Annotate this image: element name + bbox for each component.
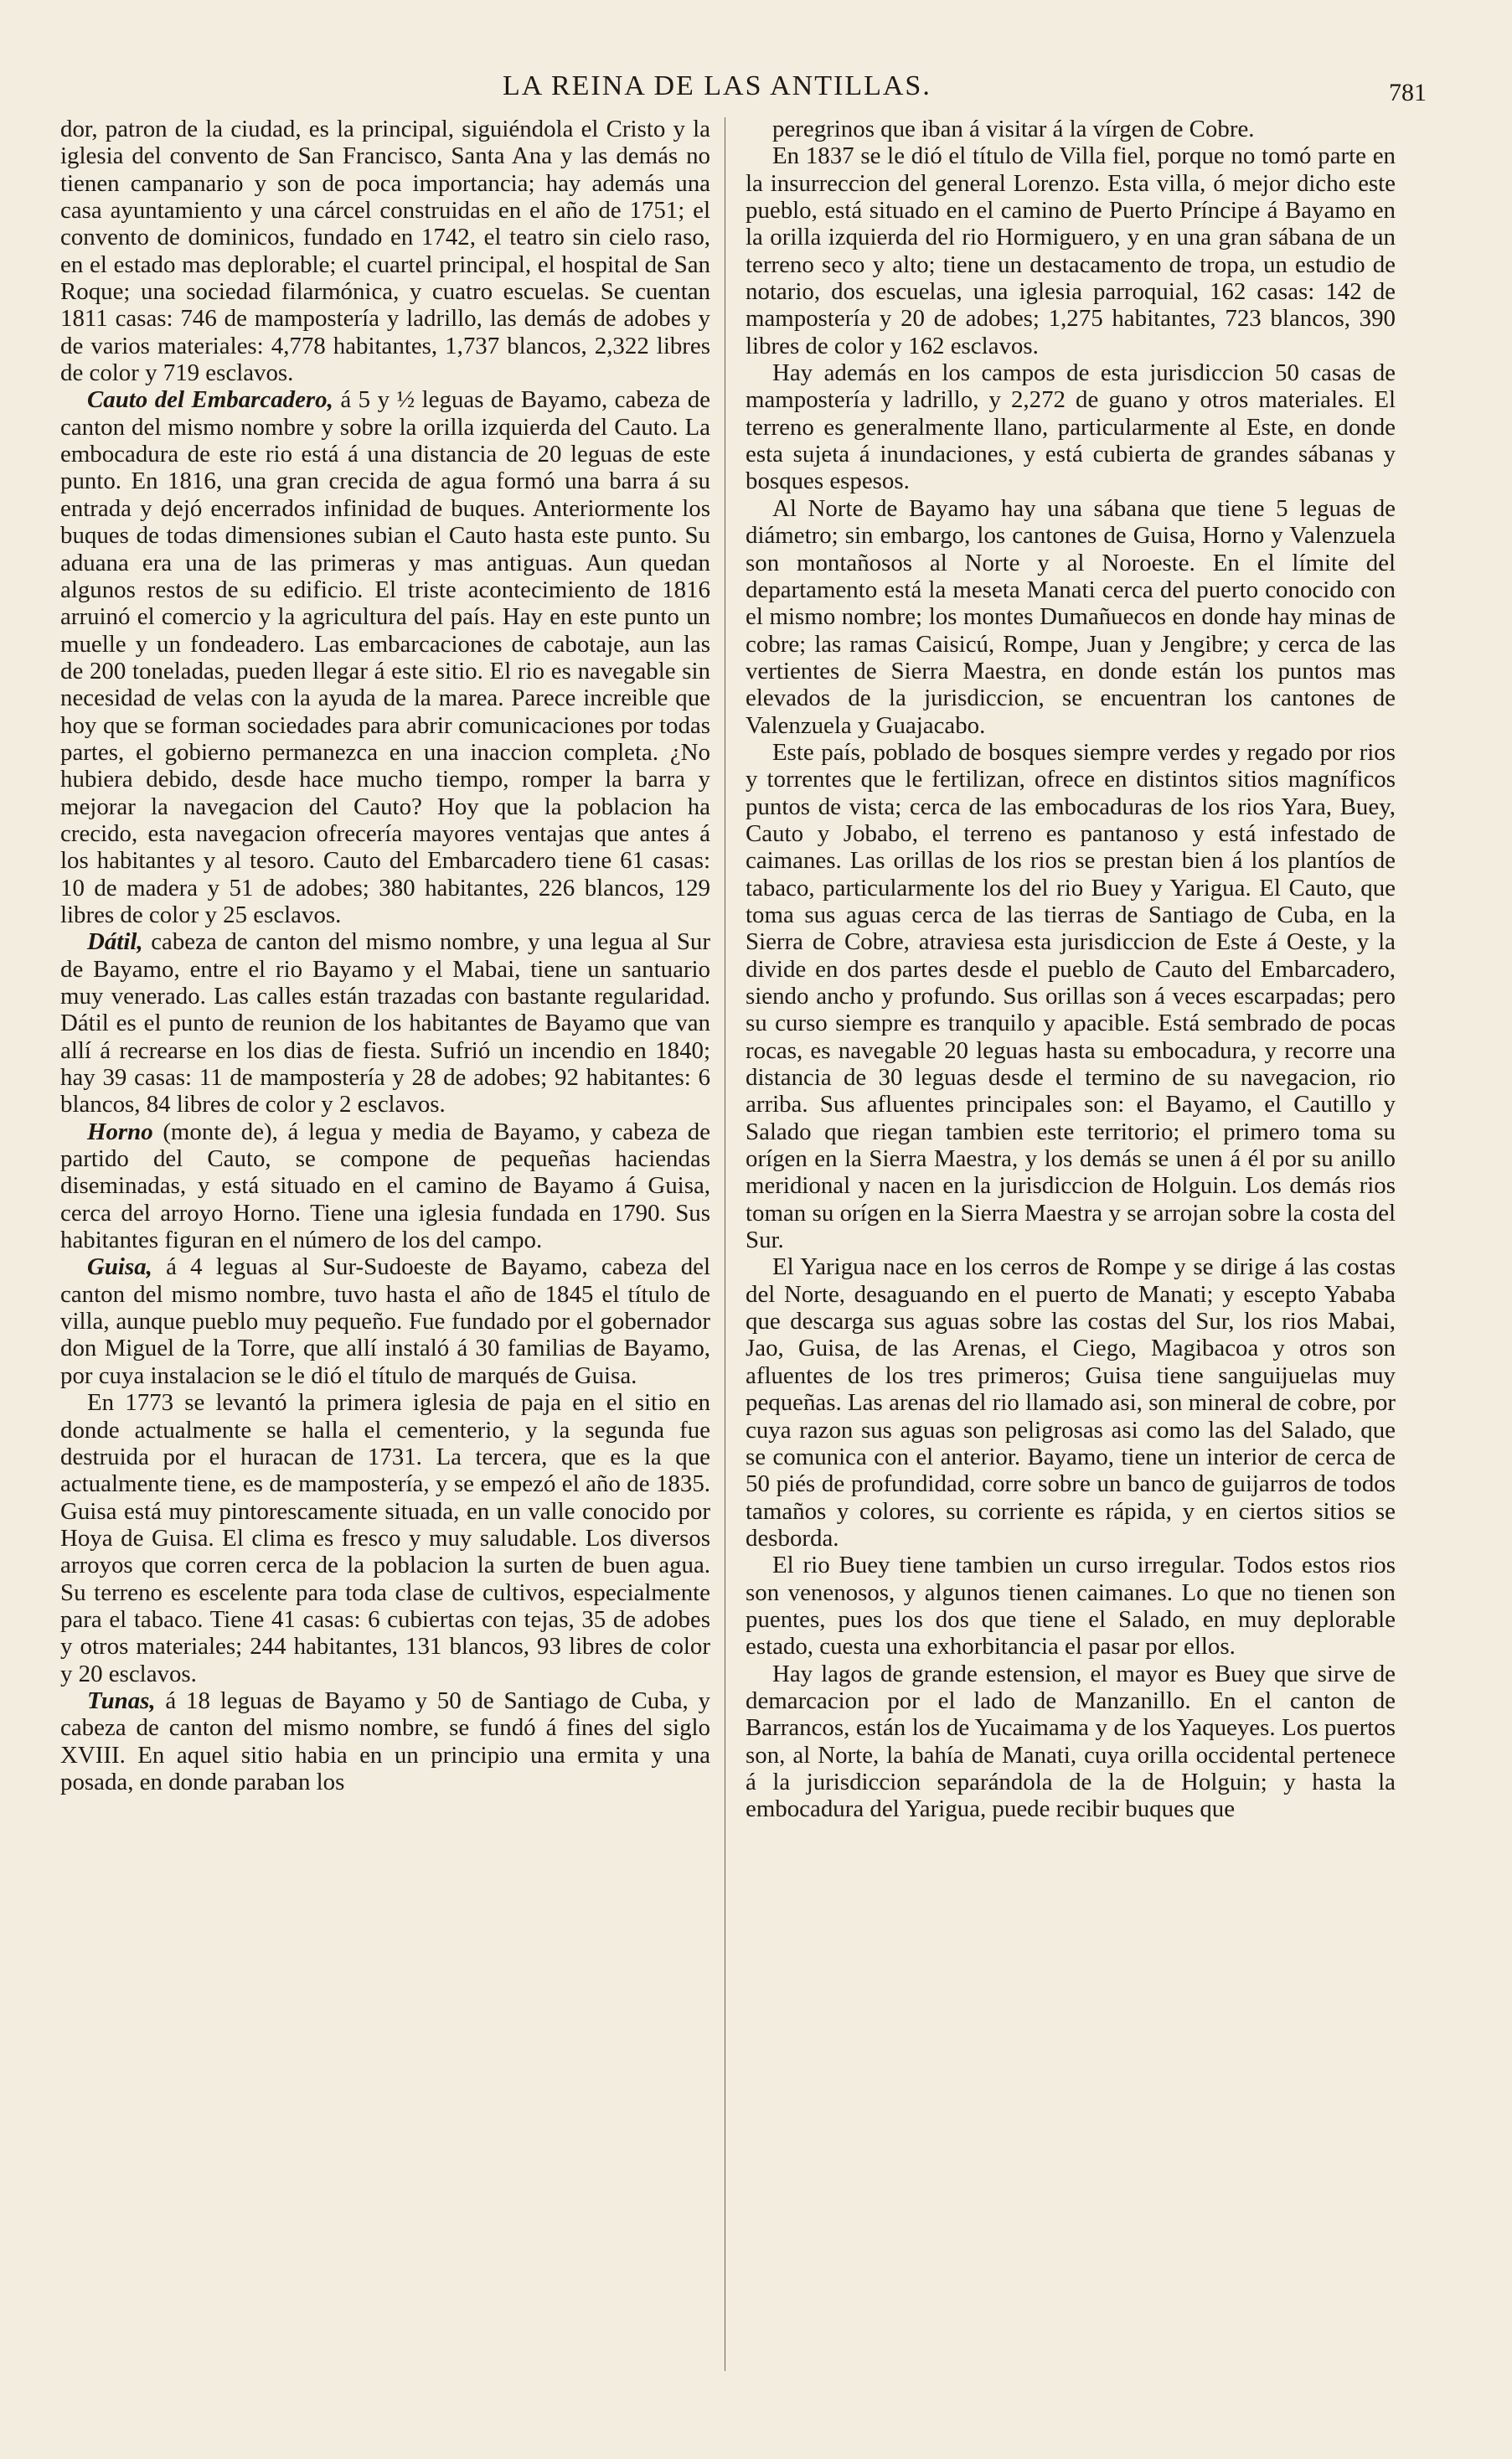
paragraph-text: Este país, poblado de bosques siempre verdes y regado por rios y torrentes que le fertilizan, ofrece en distintos sitios magníficos puntos de vista; cerca de las embocaduras de los rios Yara, Buey, Cauto y Jobabo, el terreno es pantanoso y está infestado de caimanes. Las orillas de los rios se prestan bien á los plantíos de tabaco, particularmente los del rio Buey y Yarigua. El Cauto, que toma sus aguas cerca de las tierras de Santiago de Cuba, en la Sierra de Cobre, atraviesa esta jurisdiccion de Este á Oeste, y la divide en dos partes desde el pueblo de Cauto del Embarcadero, siendo ancho y profundo. Sus orillas son á veces escarpadas; pero su curso siempre es tranquilo y apacible. Está sembrado de pocas rocas, es navegable 20 leguas hasta su embocadura, y recorre una distancia de 30 leguas desde el termino de su navegacion, rio arriba. Sus afluentes principales son: el Bayamo, el Cautillo y Salado que riegan tambien este territorio; el primero toma su orígen en la Sierra Maestra, y los demás se unen á él por su anillo meridional y nacen en la jurisdiccion de Holguin. Los demás rios toman su orígen en la Sierra Maestra y se arrojan sobre la costa del Sur. (746, 738, 1396, 1254)
paragraph (746, 1253, 1396, 1552)
entry-heading: Cauto del Embarcadero, (87, 386, 333, 414)
running-header (0, 70, 1512, 112)
paragraph (60, 386, 710, 928)
paragraph (746, 739, 1396, 1254)
paragraph-text: á 4 leguas al Sur-Sudoeste de Bayamo, cabeza del canton del mismo nombre, tuvo hasta el año de 1845 el título de villa, aunque pueblo muy pequeño. Fue fundado por el gobernador don Miguel de la Torre, que allí instaló á 30 familias de Bayamo, por cuya instalacion se le dió el título de marqués de Guisa. (60, 1253, 710, 1389)
left-column (60, 116, 710, 1795)
paragraph (60, 116, 710, 386)
paragraph-text: En 1773 se levantó la primera iglesia de paja en el sitio en donde actualmente se halla el cementerio, y la segunda fue destruida por el huracan de 1731. La tercera, que es la que actualmente tiene, es de mampostería, y se empezó el año de 1835. Guisa está muy pintorescamente situada, en un valle conocido por Hoya de Guisa. El clima es fresco y muy saludable. Los diversos arroyos que corren cerca de la poblacion la surten de buen agua. Su terreno es escelente para toda clase de cultivos, especialmente para el tabaco. Tiene 41 casas: 6 cubiertas con tejas, 35 de adobes y otros materiales; 244 habitantes, 131 blancos, 93 libres de color y 20 esclavos. (60, 1389, 710, 1687)
paragraph (746, 359, 1396, 495)
paragraph-text: (monte de), á legua y media de Bayamo, y cabeza de partido del Cauto, se compone de pequeñas haciendas diseminadas, y está situado en el camino de Bayamo á Guisa, cerca del arroyo Horno. Tiene una iglesia fundada en 1790. Sus habitantes figuran en el número de los del campo. (60, 1118, 710, 1254)
paragraph (746, 495, 1396, 739)
paragraph-text: Al Norte de Bayamo hay una sábana que tiene 5 leguas de diámetro; sin embargo, los cantones de Guisa, Horno y Valenzuela son montañosos al Norte y al Noroeste. En el límite del departamento está la meseta Manati cerca del puerto conocido con el mismo nombre; los montes Dumañuecos en donde hay minas de cobre; las ramas Caisicú, Rompe, Juan y Jengibre; y cerca de las vertientes de Sierra Maestra, en donde están los puntos mas elevados de la jurisdiccion, se encuentran los cantones de Valenzuela y Guajacabo. (746, 494, 1396, 739)
entry-heading: Horno (87, 1118, 153, 1145)
paragraph-text: El Yarigua nace en los cerros de Rompe y se dirige á las costas del Norte, desaguando en el puerto de Manati; y escepto Yababa que descarga sus aguas sobre las costas del Sur, los rios Mabai, Jao, Guisa, de las Arenas, el Ciego, Magibacoa y otros son afluentes de los tres primeros; Guisa tiene sanguijuelas muy pequeñas. Las arenas del rio llamado asi, son mineral de cobre, por cuya razon sus aguas son peligrosas asi como las del Salado, que se comunica con el anterior. Bayamo, tiene un interior de cerca de 50 piés de profundidad, corre sobre un banco de guijarros de todos tamaños y colores, su corriente es rápida, y en ciertos sitios se desborda. (746, 1253, 1396, 1552)
right-column (746, 116, 1396, 1823)
paragraph (60, 1687, 710, 1795)
paragraph-text: á 5 y ½ leguas de Bayamo, cabeza de canton del mismo nombre y sobre la orilla izquierda del Cauto. La embocadura de este rio está á una distancia de 20 leguas de este punto. En 1816, una gran crecida de agua formó una barra á su entrada y dejó encerrados infinidad de buques. Anteriormente los buques de todas dimensiones subian el Cauto hasta este punto. Su aduana era una de las primeras y mas antiguas. Aun quedan algunos restos de su edificio. El triste acontecimiento de 1816 arruinó el comercio y la agricultura del país. Hay en este punto un muelle y un fondeadero. Las embarcaciones de cabotaje, aun las de 200 toneladas, pueden llegar á este sitio. El rio es navegable sin necesidad de velas con la ayuda de la marea. Parece increible que hoy que se forman sociedades para abrir comunicaciones por todas partes, el gobierno permanezca en una inaccion completa. ¿No hubiera debido, desde hace mucho tiempo, romper la barra y mejorar la navegacion del Cauto? Hoy que la poblacion ha crecido, esta navegacion ofrecería mayores ventajas que antes á los habitantes y al tesoro. Cauto del Embarcadero tiene 61 casas: 10 de madera y 51 de adobes; 380 habitantes, 226 blancos, 129 libres de color y 25 esclavos. (60, 386, 710, 928)
paragraph (746, 1661, 1396, 1823)
paragraph-text: dor, patron de la ciudad, es la principal, siguiéndola el Cristo y la iglesia del convento de San Francisco, Santa Ana y las demás no tienen campanario y son de poca importancia; hay además una casa ayuntamiento y una cárcel construidas en el año de 1751; el convento de dominicos, fundado en 1742, el teatro sin cielo raso, en el estado mas deplorable; el cuartel principal, el hospital de San Roque; una sociedad filarmónica, y cuatro escuelas. Se cuentan 1811 casas: 746 de mampostería y ladrillo, las demás de adobes y de varios materiales: 4,778 habitantes, 1,737 blancos, 2,322 libres de color y 719 esclavos. (60, 116, 710, 387)
paragraph (60, 928, 710, 1118)
paragraph-text: Hay además en los campos de esta jurisdiccion 50 casas de mampostería y ladrillo, y 2,272 de guano y otros materiales. El terreno es generalmente llano, particularmente al Este, en donde esta sujeta á inundaciones, y está cubierta de grandes sábanas y bosques espesos. (746, 359, 1396, 495)
running-title: LA REINA DE LAS ANTILLAS. (503, 70, 931, 101)
paragraph (60, 1253, 710, 1389)
paragraph-text: En 1837 se le dió el título de Villa fiel, porque no tomó parte en la insurreccion del general Lorenzo. Esta villa, ó mejor dicho este pueblo, está situado en el camino de Puerto Príncipe á Bayamo en la orilla izquierda del rio Hormiguero, y en una gran sábana de un terreno seco y alto; tiene un destacamento de tropa, un estudio de notario, dos escuelas, una iglesia parroquial, 162 casas: 142 de mampostería y 20 de adobes; 1,275 habitantes, 723 blancos, 390 libres de color y 162 esclavos. (746, 142, 1396, 359)
paragraph (60, 1118, 710, 1254)
paragraph (746, 1552, 1396, 1660)
paragraph-text: El rio Buey tiene tambien un curso irregular. Todos estos rios son venenosos, y algunos tienen caimanes. Lo que no tienen son puentes, pues los dos que tiene el Salado, en muy deplorable estado, cuesta una exhorbitancia el pasar por ellos. (746, 1552, 1396, 1661)
entry-heading: Tunas, (87, 1687, 156, 1714)
paragraph-text: peregrinos que iban á visitar á la vírgen de Cobre. (772, 116, 1255, 142)
paragraph-text: Hay lagos de grande estension, el mayor es Buey que sirve de demarcacion por el lado de Manzanillo. En el canton de Barrancos, están los de Yucaimama y de los Yaqueyes. Los puertos son, al Norte, la bahía de Manati, cuya orilla occidental pertenece á la jurisdiccion separándola de la de Holguin; y hasta la embocadura del Yarigua, puede recibir buques que (746, 1660, 1396, 1823)
entry-heading: Guisa, (87, 1253, 152, 1281)
page-number: 781 (1389, 79, 1427, 106)
paragraph (746, 142, 1396, 359)
paragraph (60, 1389, 710, 1687)
paragraph-text: á 18 leguas de Bayamo y 50 de Santiago de Cuba, y cabeza de canton del mismo nombre, se fundó á fines del siglo XVIII. En aquel sitio habia en un principio una ermita y una posada, en donde paraban los (60, 1687, 710, 1795)
paragraph-text: cabeza de canton del mismo nombre, y una legua al Sur de Bayamo, entre el rio Bayamo y el Mabai, tiene un santuario muy venerado. Las calles están trazadas con bastante regularidad. Dátil es el punto de reunion de los habitantes de Bayamo que van allí á recrearse en los dias de fiesta. Sufrió un incendio en 1840; hay 39 casas: 11 de mampostería y 28 de adobes; 92 habitantes: 6 blancos, 84 libres de color y 2 esclavos. (60, 928, 710, 1118)
entry-heading: Dátil, (87, 928, 143, 956)
paragraph (746, 116, 1396, 142)
